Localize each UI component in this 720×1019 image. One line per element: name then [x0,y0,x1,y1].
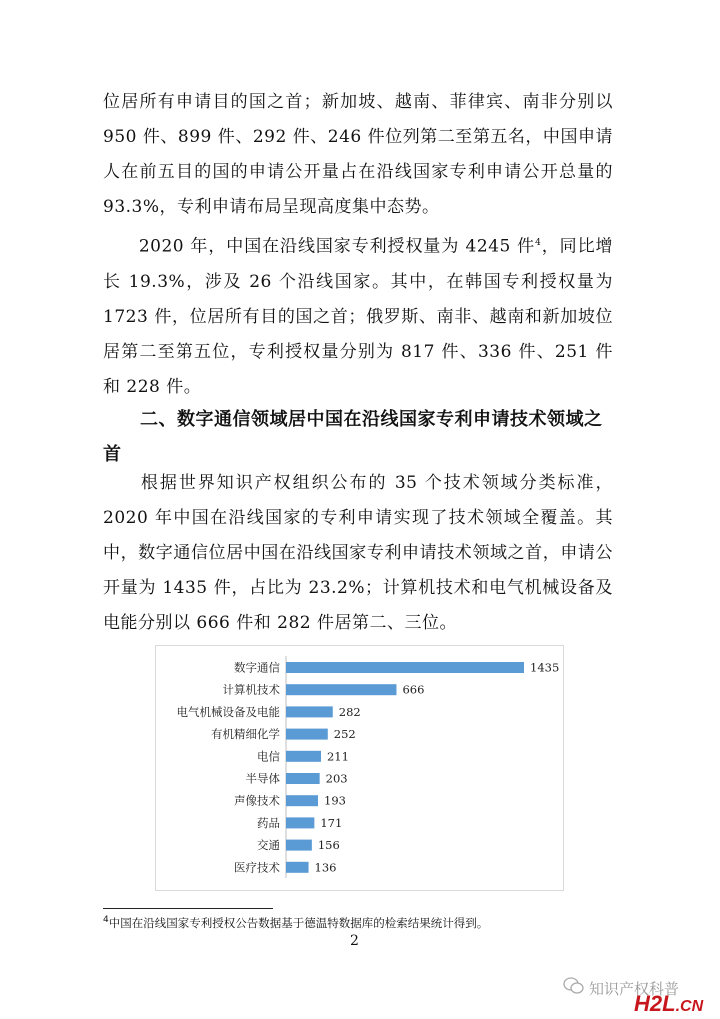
bar [286,684,396,695]
page-number: 2 [350,933,359,949]
bar [286,795,318,806]
footnote-marker: 4 [103,915,109,926]
paragraph-3: 根据世界知识产权组织公布的 35 个技术领域分类标准，2020 年中国在沿线国家的专利申请实现了技术领域全覆盖。其中，数字通信位居中国在沿线国家专利申请技术领域之首，申请公开量为 1435 件，占比为 23.2%；计算机技术和电气机械设备及电能分别以 666 件和 282 件居第二、三位。 [103,473,613,633]
category-label: 电气机械设备及电能 [176,704,280,719]
bar [286,840,312,851]
footnote [103,915,488,931]
paragraph-2-start: 2020 年，中国在沿线国家专利授权量为 4245 件 [103,236,536,257]
footnote-text: 中国在沿线国家专利授权公告数据基于德温特数据库的检索结果统计得到。 [108,916,489,930]
bar [286,817,314,828]
watermark-text: 知识产权科普 [589,979,680,998]
bar [286,706,333,717]
data-label: 252 [333,727,356,742]
paragraph-2-end: ，同比增长 19.3%，涉及 26 个沿线国家。其中，在韩国专利授权量为 1723 件，位居所有目的国之首；俄罗斯、南非、越南和新加坡位居第二至第五位，专利授权量分别为 817 件、336 件、251 件和 228 件。 [103,236,613,397]
logo-suffix: .CN [675,998,704,1015]
footnote-ref: 4 [535,238,542,248]
footnote-divider [103,908,273,909]
category-label: 半导体 [245,771,280,786]
data-label: 156 [317,838,340,853]
bar [286,729,328,740]
logo-main: H2L [634,991,676,1016]
data-label: 211 [326,749,349,764]
category-label: 医疗技术 [234,860,280,875]
category-label: 交通 [257,838,280,853]
site-logo [634,991,703,1017]
data-label: 193 [324,793,346,808]
category-label: 数字通信 [234,660,280,675]
bar-chart [156,646,563,890]
category-label: 有机精细化学 [211,727,280,742]
bar [286,662,524,673]
bar-chart-container [155,645,564,891]
data-label: 1435 [530,660,560,675]
category-label: 计算机技术 [222,682,280,697]
bar [286,862,309,873]
data-label: 282 [338,704,361,719]
data-label: 136 [314,860,337,875]
section-heading: 二、数字通信领域居中国在沿线国家专利申请技术领域之首 [103,409,603,465]
data-label: 666 [402,682,425,697]
category-label: 药品 [257,815,280,830]
wechat-icon [563,977,585,999]
paragraph-1: 位居所有申请目的国之首；新加坡、越南、菲律宾、南非分别以 950 件、899 件、292 件、246 件位列第二至第五名，中国申请人在前五目的国的申请公开量占在沿线国家专利申请公开总量的 93.3%，专利申请布局呈现高度集中态势。 [103,92,613,217]
data-label: 171 [320,815,343,830]
category-label: 声像技术 [234,793,280,808]
category-label: 电信 [257,749,280,764]
bar [286,773,320,784]
paragraph-2 [103,226,613,405]
bar [286,751,321,762]
data-label: 203 [325,771,348,786]
